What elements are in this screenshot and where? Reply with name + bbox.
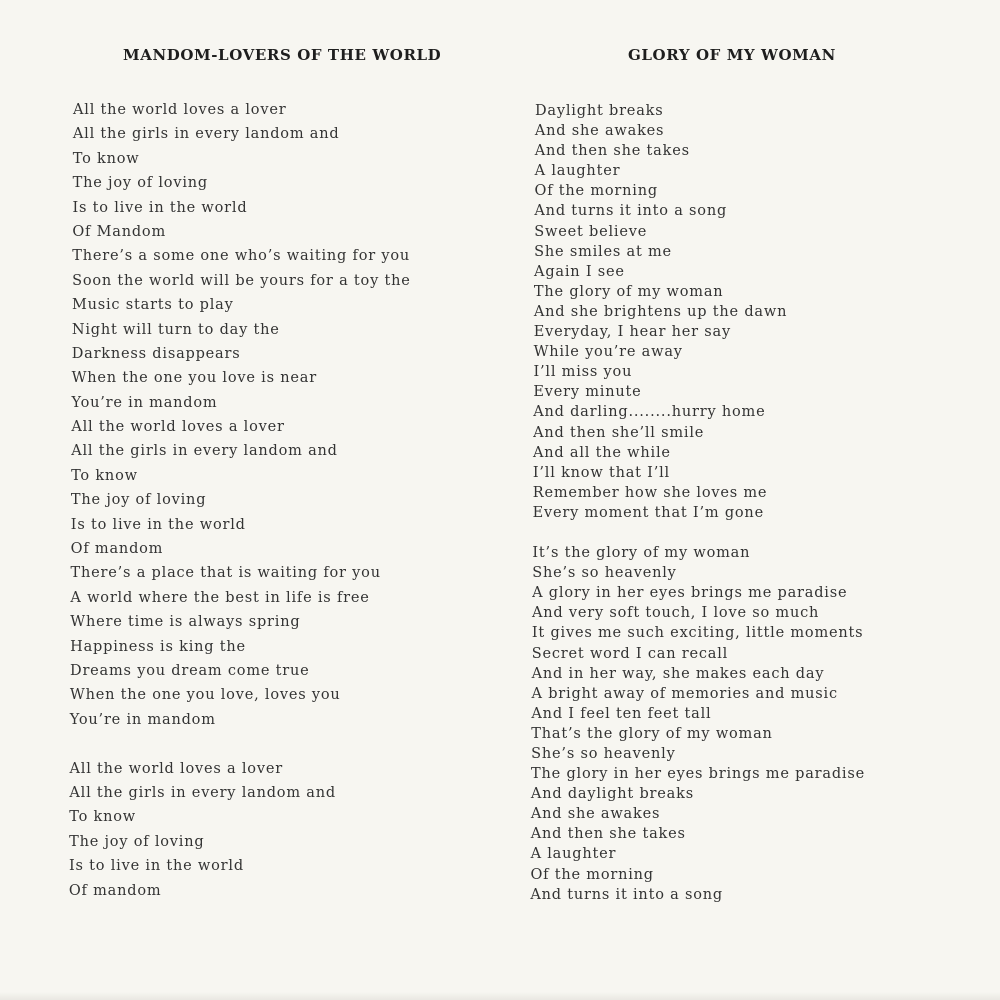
lyric-line: There’s a place that is waiting for you [70,565,381,582]
lyric-line: Of mandom [70,541,164,558]
lyric-line: And turns it into a song [534,203,728,220]
lyric-line: I’ll know that I’ll [532,464,670,481]
lyric-line: Happiness is king the [70,638,246,655]
lyric-line: And daylight breaks [530,786,694,803]
lyric-line: A world where the best in life is free [70,589,370,606]
lyric-line: All the girls in every landom and [69,784,336,801]
lyric-line: The joy of loving [69,833,205,850]
lyric-line: There’s a some one who’s waiting for you [72,248,411,265]
right-song-lyrics [530,101,865,905]
lyric-line: Every minute [533,384,642,401]
lyric-line: That’s the glory of my woman [531,725,773,742]
lyric-line: And very soft touch, I love so much [532,605,820,622]
lyric-line: And all the while [532,444,671,461]
lyric-line: A bright away of memories and music [531,685,838,702]
lyric-line: To know [69,809,136,826]
lyric-line: To know [71,467,138,484]
lyric-line: And then she takes [530,826,686,843]
lyric-line: The joy of loving [70,492,207,509]
lyric-line: The glory in her eyes brings me paradise [531,766,865,783]
lyric-line: Remember how she loves me [532,484,768,501]
lyric-line: Of the morning [530,866,654,883]
lyric-line: A laughter [530,846,617,863]
lyric-line: Secret word I can recall [531,645,729,662]
lyric-line: When the one you love is near [71,370,317,387]
lyric-line: And darling........hurry home [533,404,766,421]
lyric-line: She smiles at me [534,243,672,260]
lyric-line: And she awakes [530,806,661,823]
lyric-line: All the world loves a lover [73,102,287,118]
lyric-line: And she brightens up the dawn [533,303,788,320]
lyric-line: All the girls in every landom and [71,443,338,460]
lyric-line: All the girls in every landom and [72,126,340,143]
lyric-line: You’re in mandom [71,394,218,411]
lyric-line [70,732,411,756]
page-edge [0,992,1000,1000]
lyric-line: All the world loves a lover [71,419,285,436]
lyric-line: Night will turn to day the [71,321,280,338]
lyric-line: Is to live in the world [72,199,248,216]
lyric-line: And turns it into a song [530,886,723,903]
right-song-title: GLORY OF MY WOMAN [628,46,836,64]
lyric-line: I’ll miss you [533,364,633,381]
lyric-line: Darkness disappears [71,345,241,362]
lyric-line: Where time is always spring [70,614,301,631]
lyric-line: Sweet believe [534,223,648,240]
lyric-line: She’s so heavenly [531,746,676,762]
lyric-line: It’s the glory of my woman [532,545,751,562]
left-song-lyrics [68,98,411,903]
lyric-line: While you’re away [533,344,683,361]
lyric-line: Of mandom [68,882,162,899]
lyric-line: Of the morning [534,183,658,200]
lyric-line: You’re in mandom [69,711,216,728]
lyric-line: It gives me such exciting, little moments [531,625,864,642]
lyric-line: And I feel ten feet tall [531,705,712,722]
left-song-title: MANDOM-LOVERS OF THE WORLD [123,46,442,64]
lyric-line: Dreams you dream come true [70,662,310,679]
lyric-line: Everyday, I hear her say [533,324,731,341]
lyric-line: A laughter [534,163,621,180]
lyric-line: The glory of my woman [533,283,724,300]
lyric-line: Of Mandom [72,223,167,240]
lyric-line: When the one you love, loves you [69,687,341,704]
lyric-line: And in her way, she makes each day [531,665,825,682]
lyric-line: She’s so heavenly [532,565,677,582]
lyric-line: Soon the world will be yours for a toy the [72,272,411,289]
lyric-line: Again I see [534,263,625,280]
lyric-line: A glory in her eyes brings me paradise [532,585,848,602]
lyric-line: Every moment that I’m gone [532,504,764,521]
lyric-line: All the world loves a lover [69,760,283,777]
lyric-line: Music starts to play [71,297,234,314]
lyric-line [532,523,865,543]
lyric-line: And then she’ll smile [533,424,705,441]
lyric-line: Daylight breaks [535,103,664,119]
lyric-line: And then she takes [534,143,690,160]
lyric-line: Is to live in the world [68,858,244,875]
lyric-line: Is to live in the world [70,516,246,533]
lyric-line: To know [72,150,140,167]
lyric-line: And she awakes [534,123,665,140]
lyric-line: The joy of loving [72,175,208,192]
